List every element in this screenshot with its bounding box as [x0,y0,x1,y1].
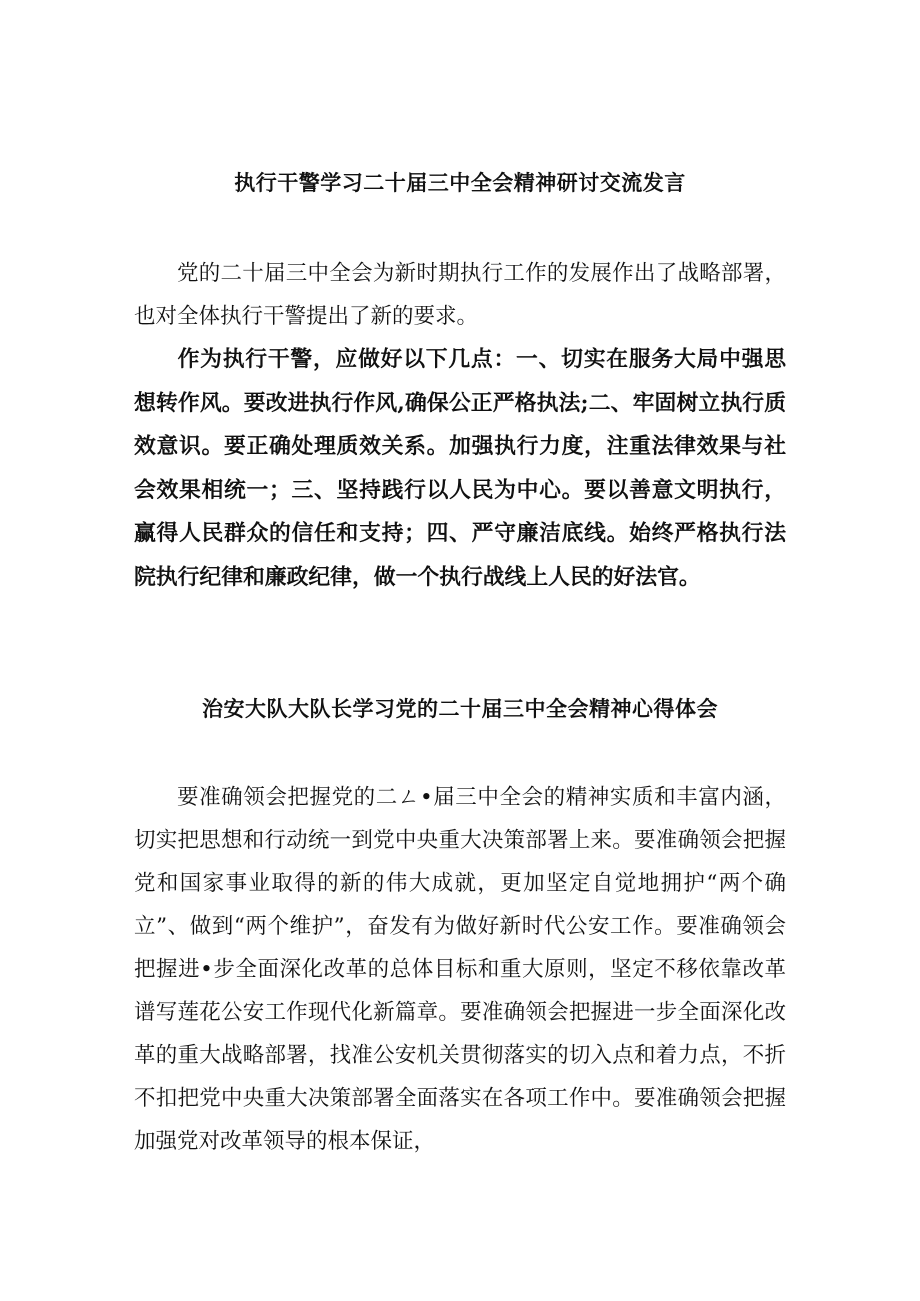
section-2-paragraph-1: 要准确领会把握党的二ㄥ•届三中全会的精神实质和丰富内涵，切实把思想和行动统一到党中央重大决策部署上来。要准确领会把握党和国家事业取得的新的伟大成就，更加坚定自觉地拥护“两个确立”、做到“两个维护”，奋发有为做好新时代公安工作。要准确领会把握进•步全面深化改革的总体目标和重大原则，坚定不移依靠改革谱写莲花公安工作现代化新篇章。要准确领会把握进一步全面深化改革的重大战略部署，找准公安机关贯彻落实的切入点和着力点，不折不扣把党中央重大决策部署全面落实在各项工作中。要准确领会把握加强党对改革领导的根本保证， [134,785,786,1154]
section-1-paragraph-1: 党的二十届三中全会为新时期执行工作的发展作出了战略部署，也对全体执行干警提出了新的要求。 [134,261,786,329]
section-2-paragraph-1-container [134,776,786,1163]
section-1-paragraph-2: 作为执行干警，应做好以下几点：一、切实在服务大局中强思想转作风。要改进执行作风,确保公正严格执法;二、牢固树立执行质效意识。要正确处理质效关系。加强执行力度，注重法律效果与社会效果相统一；三、坚持践行以人民为中心。要以善意文明执行，赢得人民群众的信任和支持；四、严守廉洁底线。始终严格执行法院执行纪律和廉政纪律，做一个执行战线上人民的好法官。 [134,347,786,590]
section-1-paragraph-1-container [134,252,786,338]
section-2-title: 治安大队大队长学习党的二十届三中全会精神心得体会 [202,696,718,721]
section-1-paragraph-2-container [134,338,786,599]
section-1-title: 执行干警学习二十届三中全会精神研讨交流发言 [234,170,686,195]
